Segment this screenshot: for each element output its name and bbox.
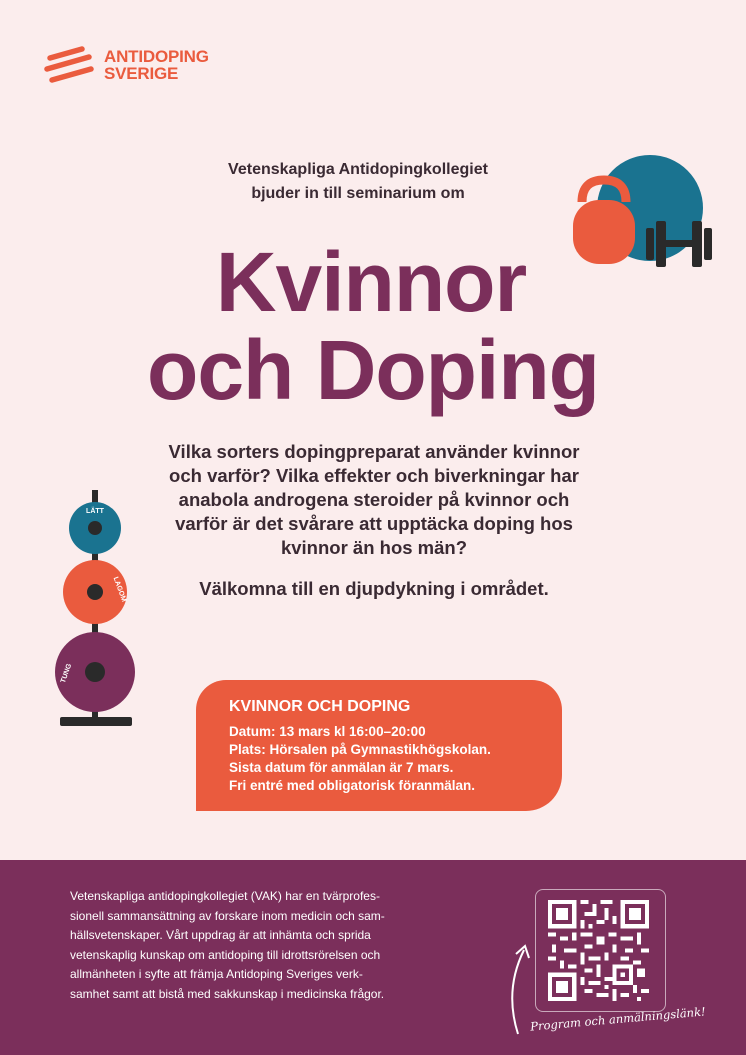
intro-line-1: Vetenskapliga Antidopingkollegiet [228, 161, 488, 178]
logo-line-2: SVERIGE [104, 64, 179, 83]
qr-caption: Program och anmälningslänk! [529, 1004, 707, 1034]
footer-line-2: sionell sammansättning av forskare inom medicin och sam- [70, 908, 385, 923]
logo-line-1: ANTIDOPING [104, 47, 209, 66]
footer-line-4: vetenskaplig kunskap om antidoping till idrottsrörelsen och [70, 947, 381, 962]
event-place: Plats: Hörsalen på Gymnastikhögskolan. [229, 742, 491, 757]
footer-description [70, 887, 470, 1004]
body-line-2: och varför? Vilka effekter och biverkningar har [169, 465, 579, 486]
body-line-4: varför är det svårare att upptäcka doping hos [175, 513, 573, 534]
medium-plate-icon [63, 560, 127, 624]
headline-line-2: och Doping [147, 323, 599, 417]
light-plate-icon [69, 502, 121, 554]
body-line-5: kvinnor än hos män? [280, 537, 468, 558]
footer-line-5: allmänheten i syfte att främja Antidoping Sveriges verk- [70, 967, 363, 981]
logo-wordmark [104, 48, 209, 82]
footer-line-3: hällsvetenskaper. Vårt uppdrag är att inhämta och sprida [70, 928, 371, 942]
welcome-text: Välkomna till en djupdykning i området. [199, 578, 549, 599]
antidoping-logo-icon [44, 44, 96, 86]
light-plate-label: LÄTT [86, 508, 104, 515]
qr-code-icon[interactable] [548, 900, 649, 1001]
headline [0, 235, 746, 417]
medium-plate-label: LAGOM [111, 576, 128, 603]
event-date: Datum: 13 mars kl 16:00–20:00 [229, 724, 426, 739]
footer-line-6: samhet samt att bistå med sakkunskap i medicinska frågor. [70, 986, 385, 1001]
weight-stack-illustration [54, 486, 140, 732]
footer-line-1: Vetenskapliga antidopingkollegiet (VAK) har en tvärprofes- [70, 889, 380, 903]
headline-line-1: Kvinnor [215, 235, 527, 329]
body-line-3: anabola androgena steroider på kvinnor och [178, 489, 570, 510]
footer [0, 860, 746, 1055]
event-entry: Fri entré med obligatorisk föranmälan. [229, 778, 476, 793]
heavy-plate-icon [55, 632, 135, 712]
event-info-box [196, 680, 562, 811]
logo [44, 44, 209, 86]
body-line-1: Vilka sorters dopingpreparat använder kvinnor [168, 441, 580, 462]
heavy-plate-label: TUNG [59, 662, 74, 685]
body-paragraph [140, 440, 608, 560]
event-title: KVINNOR OCH DOPING [229, 698, 411, 715]
event-deadline: Sista datum för anmälan är 7 mars. [229, 760, 454, 775]
intro-line-2: bjuder in till seminarium om [251, 185, 465, 202]
